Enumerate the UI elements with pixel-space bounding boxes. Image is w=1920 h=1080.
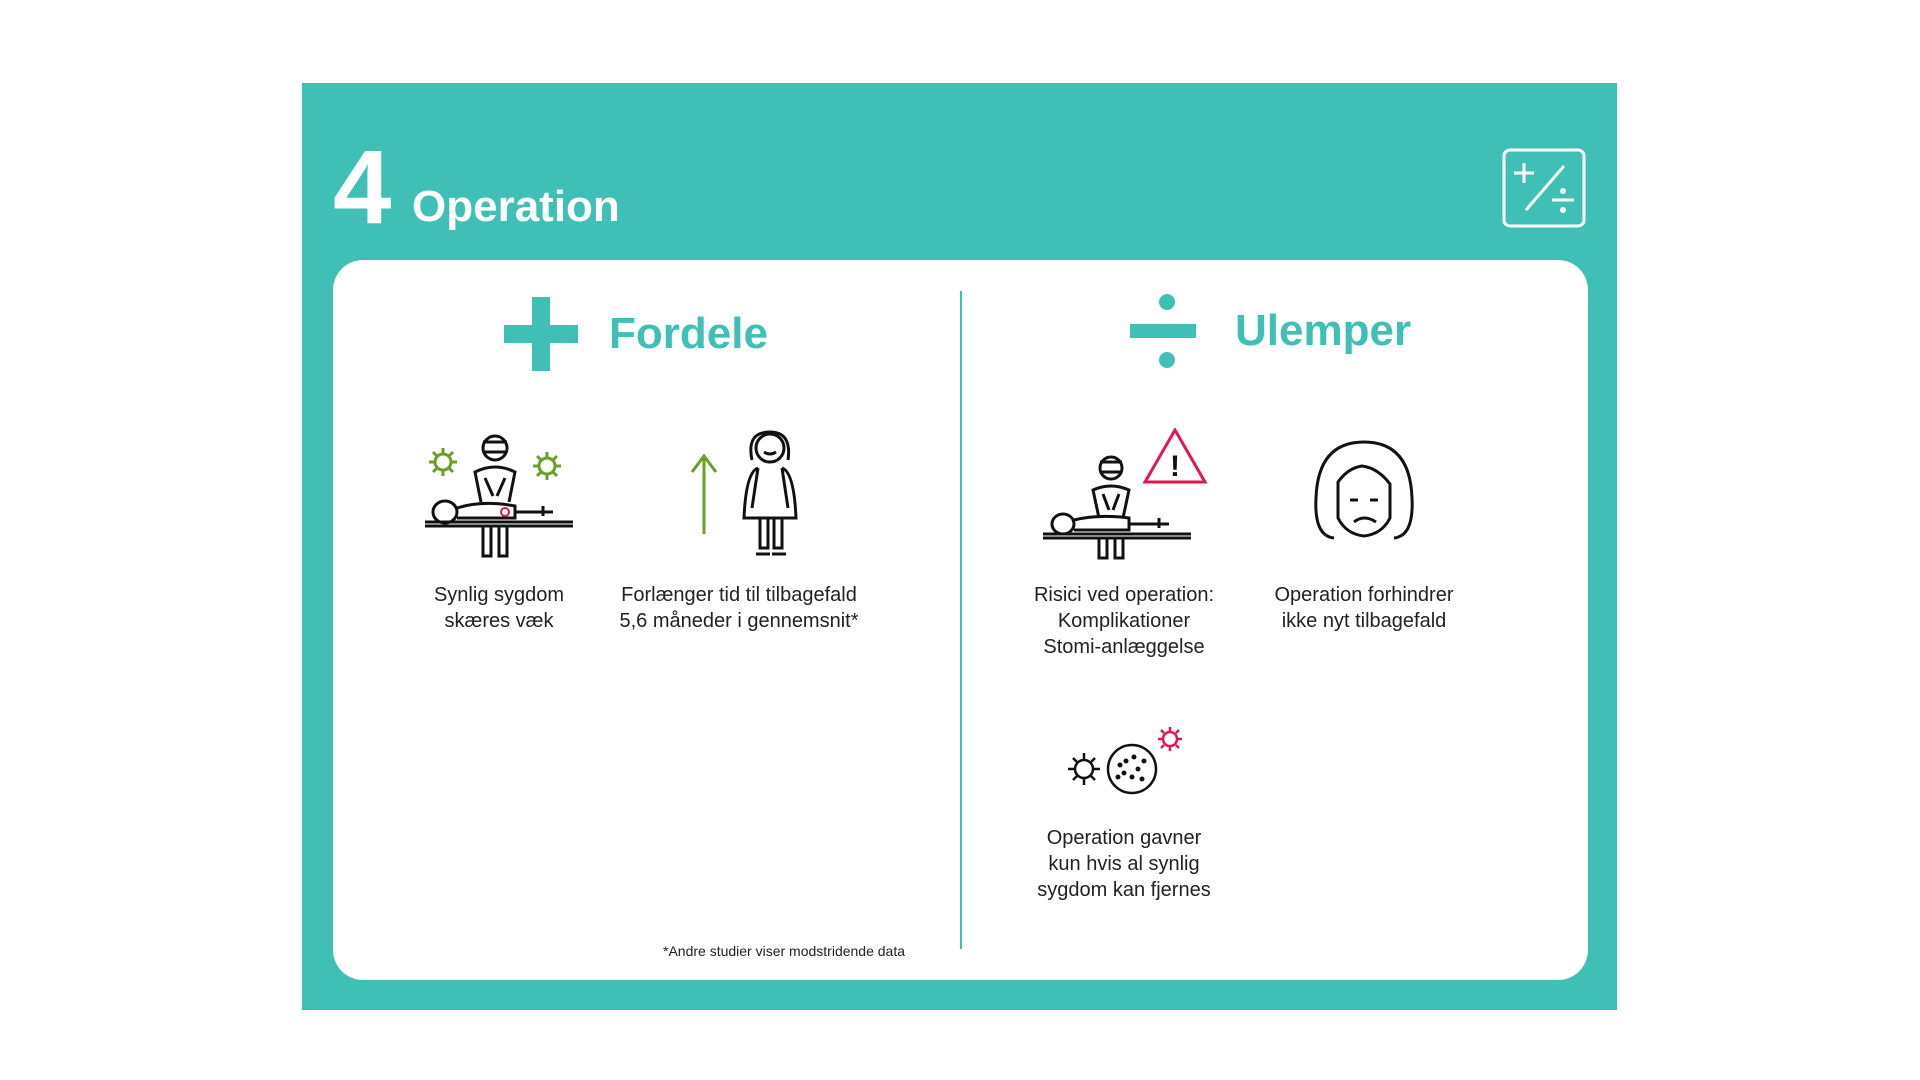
pros-title: Fordele [609, 309, 768, 358]
plus-divide-icon [1502, 148, 1586, 228]
cons-item-all-disease [974, 727, 1274, 903]
footnote: *Andre studier viser modstridende data [663, 943, 906, 959]
cons-item-no-prevention [1214, 428, 1514, 634]
cons-item-text: Operation gavner kun hvis al synlig sygdom kan fjernes [1037, 827, 1211, 901]
pros-header [504, 297, 768, 371]
column-divider [960, 291, 962, 949]
page-title: Operation [412, 182, 620, 231]
cancer-cells-icon [1054, 727, 1194, 803]
content-card [333, 260, 1588, 980]
cons-title: Ulemper [1235, 306, 1412, 355]
section-number: 4 [333, 129, 392, 246]
cons-header [1130, 294, 1411, 368]
pros-item-text: Forlænger tid til tilbagefald 5,6 måneder i gennemsnit* [619, 584, 859, 632]
cons-item-text: Risici ved operation: Komplikationer Stomi-anlæggelse [1033, 584, 1215, 658]
svg-text:!: ! [1170, 450, 1180, 483]
cons-item-text: Operation forhindrer ikke nyt tilbagefald [1274, 584, 1454, 632]
surgeon-operating-icon [423, 428, 575, 560]
pros-item-longer-time [589, 428, 889, 634]
plus-icon [504, 297, 578, 371]
sad-face-icon [1298, 428, 1430, 560]
woman-arrow-up-icon [674, 428, 804, 560]
pros-item-text: Synlig sygdom skæres væk [433, 584, 565, 632]
surgery-warning-icon [1039, 428, 1209, 560]
divide-icon [1130, 294, 1204, 368]
slide-panel [302, 83, 1617, 1010]
